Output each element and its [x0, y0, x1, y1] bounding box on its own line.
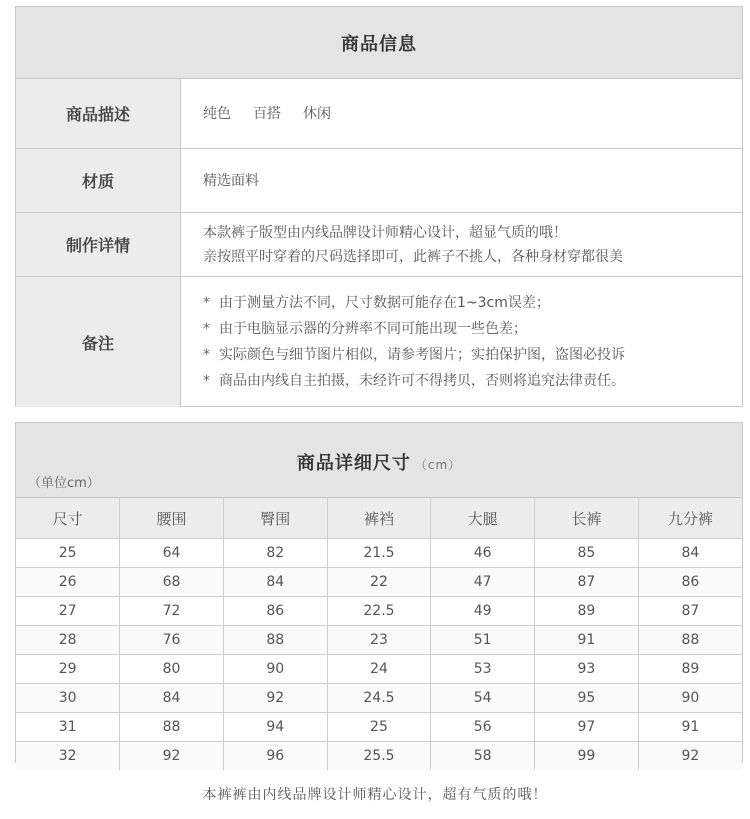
size-column-header: 裤裆: [327, 498, 431, 539]
size-column-header: 尺寸: [16, 498, 120, 539]
table-row: [16, 539, 742, 568]
size-table: [16, 498, 742, 770]
info-row-details: [16, 213, 742, 277]
bullet-icon: *: [203, 295, 210, 311]
table-cell: 82: [223, 539, 327, 568]
table-row: [16, 742, 742, 771]
table-cell: 94: [223, 713, 327, 742]
table-row: [16, 597, 742, 626]
table-row: [16, 684, 742, 713]
product-info-table: [15, 6, 743, 407]
material-value: 精选面料: [203, 172, 259, 189]
info-label: 商品描述: [16, 79, 181, 148]
table-cell: 64: [120, 539, 224, 568]
table-cell: 72: [120, 597, 224, 626]
size-column-header: 大腿: [431, 498, 535, 539]
table-cell: 88: [638, 626, 742, 655]
table-cell: 58: [431, 742, 535, 771]
info-row-notes: [16, 277, 742, 407]
table-cell: 31: [16, 713, 120, 742]
table-cell: 91: [535, 626, 639, 655]
table-cell: 68: [120, 568, 224, 597]
table-cell: 46: [431, 539, 535, 568]
table-cell: 87: [638, 597, 742, 626]
table-cell: 22.5: [327, 597, 431, 626]
table-cell: 99: [535, 742, 639, 771]
table-cell: 56: [431, 713, 535, 742]
table-cell: 84: [120, 684, 224, 713]
size-column-header: 腰围: [120, 498, 224, 539]
size-table-header-row: [16, 498, 742, 539]
table-cell: 86: [638, 568, 742, 597]
table-cell: 32: [16, 742, 120, 771]
info-label: 备注: [16, 277, 181, 407]
footer-note: 本裤裤由内线品牌设计师精心设计，超有气质的哦！: [202, 787, 548, 803]
size-column-header: 长裤: [535, 498, 639, 539]
table-cell: 49: [431, 597, 535, 626]
table-cell: 27: [16, 597, 120, 626]
description-tags: [181, 79, 742, 148]
details-line: 亲按照平时穿着的尺码选择即可，此裤子不挑人，各种身材穿都很美: [203, 248, 623, 265]
size-table-body: [16, 539, 742, 771]
table-cell: 24.5: [327, 684, 431, 713]
table-cell: 30: [16, 684, 120, 713]
table-cell: 91: [638, 713, 742, 742]
table-cell: 89: [535, 597, 639, 626]
table-cell: 25.5: [327, 742, 431, 771]
tag: 百搭: [253, 105, 281, 122]
tag: 休闲: [303, 105, 331, 122]
size-chart-header: [16, 423, 742, 498]
size-column-header: 九分裤: [638, 498, 742, 539]
notes-list: [181, 277, 742, 407]
note-item: * 实际颜色与细节图片相似，请参考图片；实拍保护图，盗图必投诉: [203, 342, 742, 368]
info-row-material: [16, 149, 742, 213]
table-cell: 96: [223, 742, 327, 771]
table-cell: 25: [16, 539, 120, 568]
table-cell: 92: [638, 742, 742, 771]
table-row: [16, 655, 742, 684]
table-row: [16, 568, 742, 597]
table-cell: 21.5: [327, 539, 431, 568]
table-cell: 51: [431, 626, 535, 655]
note-item: * 由于测量方法不同，尺寸数据可能存在1~3cm误差；: [203, 290, 742, 316]
note-item: * 商品由内线自主拍摄，未经许可不得拷贝，否则将追究法律责任。: [203, 368, 742, 394]
table-cell: 92: [223, 684, 327, 713]
table-cell: 90: [223, 655, 327, 684]
table-cell: 86: [223, 597, 327, 626]
size-chart-title: 商品详细尺寸 （cm）: [296, 453, 462, 474]
table-cell: 26: [16, 568, 120, 597]
table-cell: 90: [638, 684, 742, 713]
table-cell: 23: [327, 626, 431, 655]
table-row: [16, 713, 742, 742]
details-text: [181, 213, 742, 276]
table-cell: 92: [120, 742, 224, 771]
size-column-header: 臀围: [223, 498, 327, 539]
table-cell: 47: [431, 568, 535, 597]
tag: 纯色: [203, 105, 231, 122]
table-cell: 88: [120, 713, 224, 742]
note-item: * 由于电脑显示器的分辨率不同可能出现一些色差；: [203, 316, 742, 342]
info-row-description: [16, 79, 742, 149]
table-cell: 29: [16, 655, 120, 684]
title-unit: （cm）: [414, 458, 462, 472]
size-chart: [15, 422, 743, 763]
table-cell: 85: [535, 539, 639, 568]
details-line: 本款裤子版型由内线品牌设计师精心设计，超显气质的哦！: [203, 224, 567, 241]
product-info-title: 商品信息: [16, 7, 742, 79]
table-cell: 95: [535, 684, 639, 713]
table-cell: 87: [535, 568, 639, 597]
bullet-icon: *: [203, 347, 210, 363]
table-cell: 84: [638, 539, 742, 568]
table-cell: 53: [431, 655, 535, 684]
table-cell: 25: [327, 713, 431, 742]
table-cell: 76: [120, 626, 224, 655]
table-cell: 28: [16, 626, 120, 655]
table-cell: 24: [327, 655, 431, 684]
table-row: [16, 626, 742, 655]
unit-label: （单位cm）: [28, 476, 100, 491]
table-cell: 97: [535, 713, 639, 742]
table-cell: 54: [431, 684, 535, 713]
table-cell: 89: [638, 655, 742, 684]
info-label: 材质: [16, 149, 181, 212]
table-cell: 22: [327, 568, 431, 597]
bullet-icon: *: [203, 373, 210, 389]
table-cell: 84: [223, 568, 327, 597]
table-cell: 93: [535, 655, 639, 684]
bullet-icon: *: [203, 321, 210, 337]
table-cell: 80: [120, 655, 224, 684]
info-label: 制作详情: [16, 213, 181, 276]
table-cell: 88: [223, 626, 327, 655]
